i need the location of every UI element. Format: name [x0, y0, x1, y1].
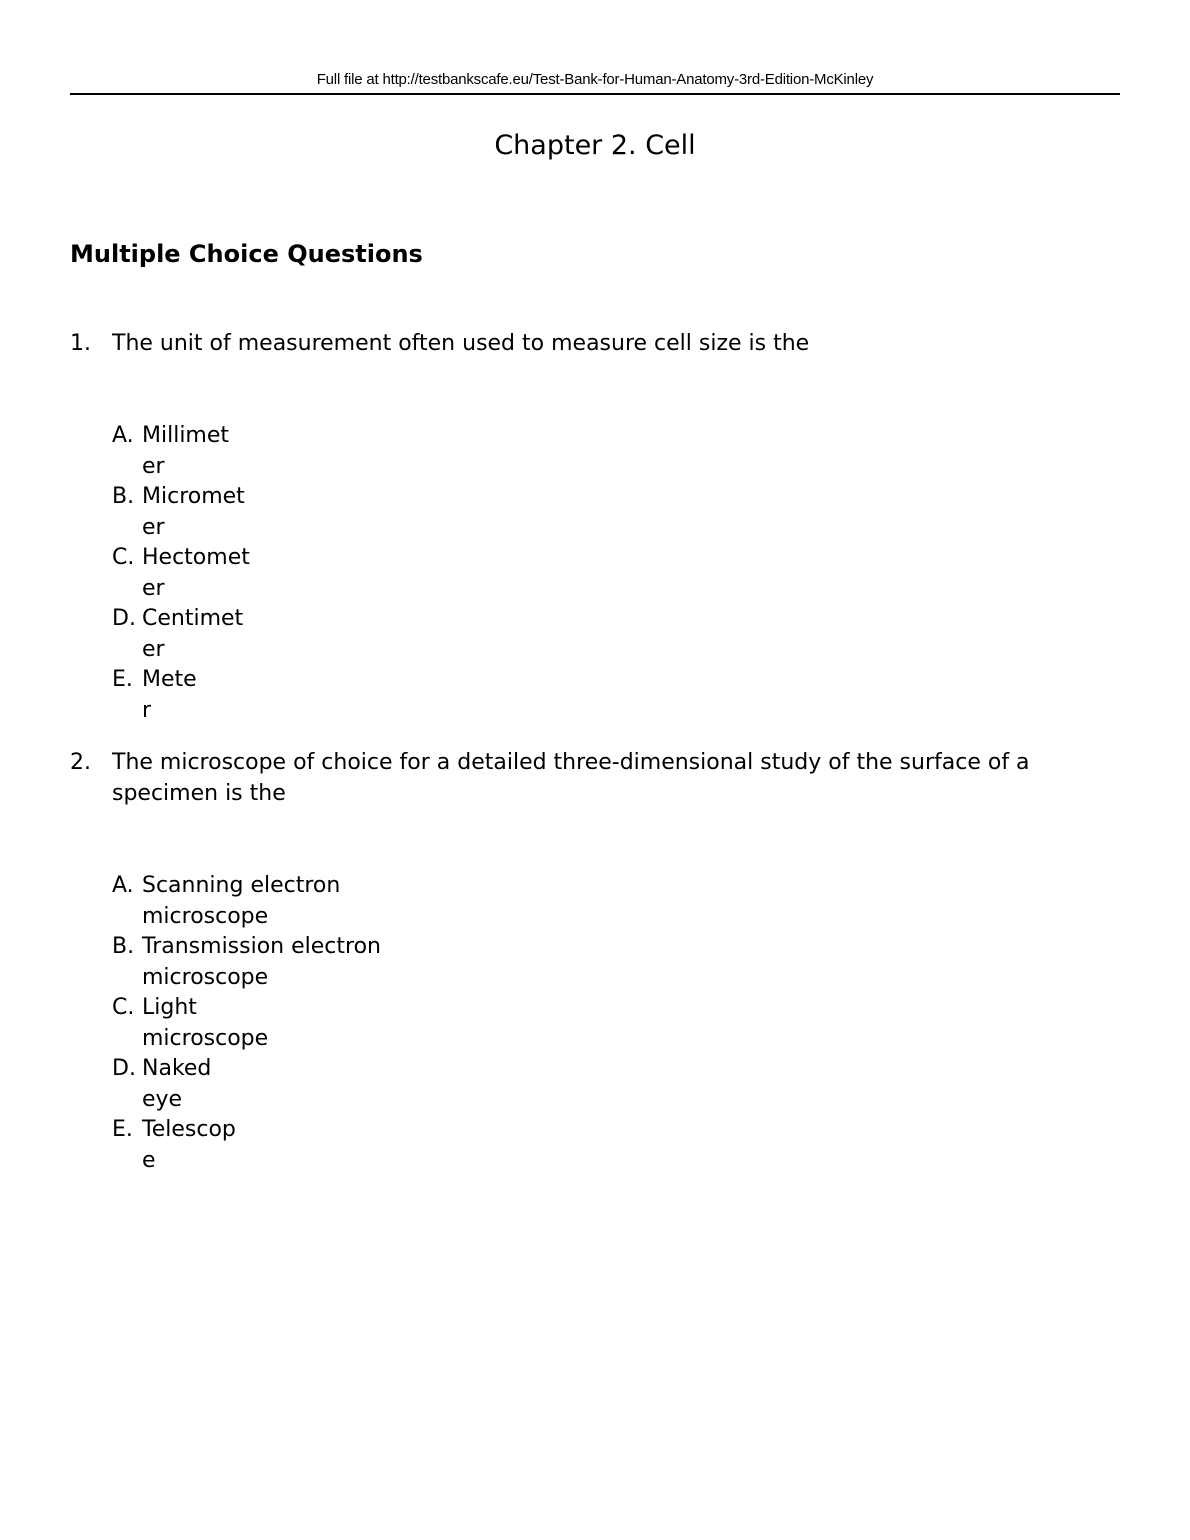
option-letter: B. — [112, 934, 135, 959]
option-letter: E. — [112, 667, 133, 692]
answer-option-e — [112, 1115, 400, 1176]
option-text: Micrometer — [142, 484, 245, 540]
option-text: Telescope — [142, 1117, 236, 1173]
answer-option-c — [112, 993, 400, 1054]
section-heading: Multiple Choice Questions — [70, 240, 423, 268]
question-number: 1. — [70, 331, 91, 356]
option-letter: B. — [112, 484, 135, 509]
option-text: Light microscope — [142, 995, 269, 1051]
option-text: Scanning electron microscope — [142, 873, 341, 929]
header-divider — [70, 93, 1120, 95]
answer-option-a — [112, 421, 259, 482]
option-text: Centimeter — [142, 606, 244, 662]
option-text: Millimeter — [142, 423, 230, 479]
option-letter: A. — [112, 423, 134, 448]
answer-option-d — [112, 1054, 400, 1115]
option-letter: D. — [112, 606, 136, 631]
chapter-title: Chapter 2. Cell — [494, 130, 696, 161]
option-text: Naked eye — [142, 1056, 212, 1112]
answer-option-b — [112, 932, 400, 993]
question-text: The unit of measurement often used to measure cell size is the — [112, 331, 810, 356]
option-letter: C. — [112, 995, 135, 1020]
option-text: Hectometer — [142, 545, 250, 601]
question-number: 2. — [70, 750, 91, 775]
page-header-url: Full file at http://testbankscafe.eu/Test-Bank-for-Human-Anatomy-3rd-Edition-McKinley — [316, 71, 874, 88]
option-letter: A. — [112, 873, 134, 898]
question-text: The microscope of choice for a detailed three-dimensional study of the surface of a specimen is the — [112, 750, 1030, 806]
answer-options — [112, 421, 259, 726]
option-letter: E. — [112, 1117, 133, 1142]
answer-option-d — [112, 604, 259, 665]
option-letter: D. — [112, 1056, 136, 1081]
answer-options — [112, 871, 400, 1176]
answer-option-a — [112, 871, 400, 932]
option-text: Meter — [142, 667, 197, 723]
option-text: Transmission electron microscope — [142, 934, 381, 990]
answer-option-c — [112, 543, 259, 604]
option-letter: C. — [112, 545, 135, 570]
answer-option-e — [112, 665, 259, 726]
answer-option-b — [112, 482, 259, 543]
